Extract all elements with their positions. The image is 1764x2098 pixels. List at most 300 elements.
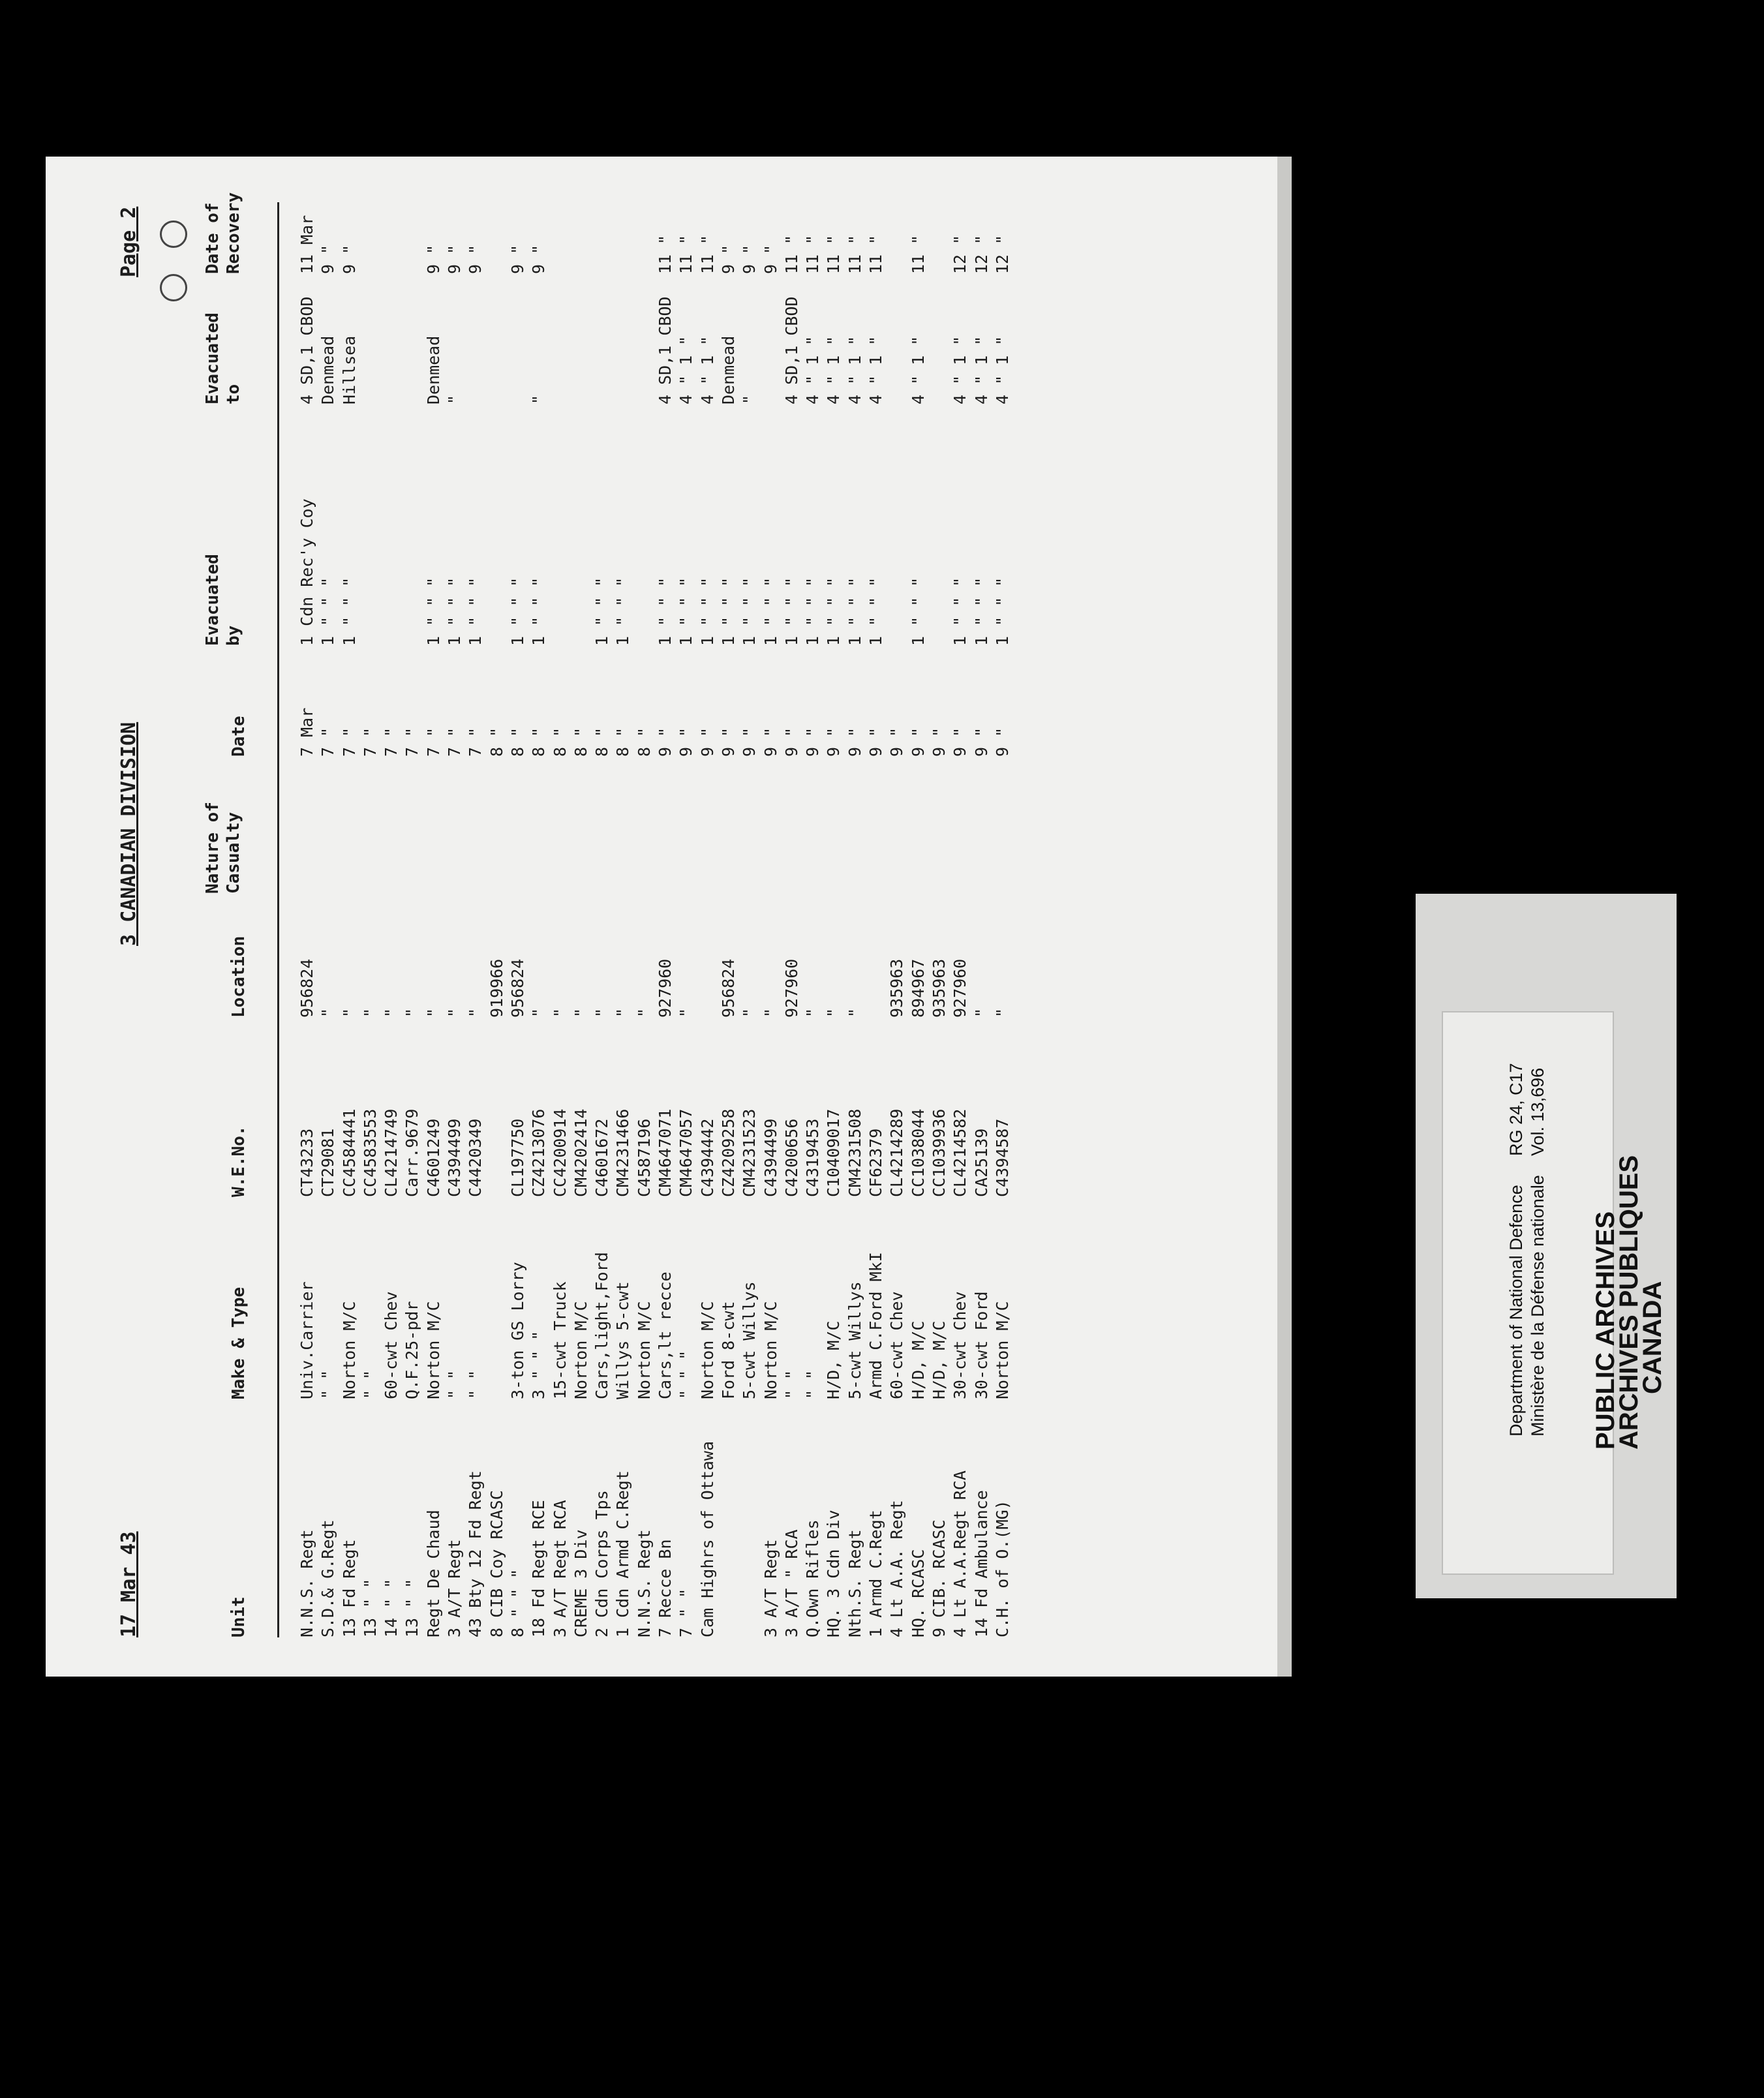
cell-we-no: CM4647057 <box>677 1108 696 1197</box>
cell-evacuated-by: 1 " " " <box>592 577 612 646</box>
cell-evacuated-by: 1 " " " <box>782 577 801 646</box>
cell-evacuated-by: 1 " " " <box>761 577 780 646</box>
cell-date-of-recovery: 9 " <box>445 244 464 274</box>
cell-location: " <box>550 1007 570 1018</box>
volume-number: Vol. 13,696 <box>1528 1067 1547 1156</box>
cell-location: " <box>445 1007 464 1018</box>
table-row <box>550 157 571 1677</box>
table-row <box>676 157 697 1677</box>
cell-make-type: H/D, M/C <box>908 1320 928 1399</box>
table-row <box>697 157 718 1677</box>
cell-date-of-recovery: 11 " <box>824 234 844 274</box>
binder-hole <box>160 220 187 248</box>
table-row <box>318 157 339 1677</box>
cell-evacuated-to: Denmead <box>718 335 738 404</box>
header-we-no: W.E.No. <box>229 1125 249 1197</box>
cell-location: " <box>992 1007 1012 1018</box>
cell-date: 8 " <box>508 727 527 757</box>
cell-evacuated-to: 4 SD,1 CBOD <box>782 296 801 404</box>
cell-evacuated-to: " <box>445 394 464 404</box>
cell-we-no: CC4584441 <box>339 1108 359 1197</box>
header-unit: Unit <box>229 1596 249 1637</box>
cell-make-type: H/D, M/C <box>929 1320 949 1399</box>
cell-we-no: C4394587 <box>992 1118 1012 1197</box>
cell-unit: 13 Fd Regt <box>339 1539 359 1637</box>
cell-make-type: " " <box>318 1369 338 1399</box>
cell-unit: 13 " " <box>403 1578 422 1637</box>
division-title: 3 CANADIAN DIVISION <box>117 722 140 946</box>
department-french: Ministère de la Défense nationale <box>1528 1175 1547 1437</box>
cell-date: 9 " <box>992 727 1012 757</box>
cell-we-no: C4601672 <box>592 1118 612 1197</box>
cell-unit: 2 Cdn Corps Tps <box>592 1490 612 1637</box>
cell-date: 9 " <box>887 727 907 757</box>
label-card <box>1442 1011 1667 1575</box>
cell-we-no: CL4214749 <box>382 1108 401 1197</box>
cell-make-type: " " <box>445 1369 464 1399</box>
cell-date: 7 " <box>445 727 464 757</box>
cell-make-type: Ford 8-cwt <box>718 1301 738 1399</box>
table-row <box>908 157 929 1677</box>
cell-make-type: Univ.Carrier <box>297 1281 316 1399</box>
cell-location: " <box>423 1007 443 1018</box>
cell-we-no: CC1038044 <box>908 1108 928 1197</box>
header-to-line2: to <box>224 384 243 404</box>
cell-unit: 7 Recce Bn <box>656 1539 675 1637</box>
cell-date-of-recovery: 9 " <box>466 244 485 274</box>
cell-date: 8 " <box>571 727 590 757</box>
cell-date: 7 " <box>339 727 359 757</box>
cell-we-no: C4319453 <box>803 1118 823 1197</box>
cell-unit: 7 " " <box>677 1588 696 1637</box>
cell-evacuated-by: 1 " " " <box>803 577 823 646</box>
cell-date: 9 " <box>740 727 759 757</box>
cell-date-of-recovery: 11 " <box>782 234 801 274</box>
cell-make-type: Cars,lt recce <box>656 1271 675 1399</box>
cell-unit: 1 Armd C.Regt <box>866 1510 886 1637</box>
cell-we-no: C4394499 <box>445 1118 464 1197</box>
header-by-line1: Evacuated <box>203 554 222 646</box>
cell-evacuated-to: Denmead <box>423 335 443 404</box>
cell-we-no: CM4231508 <box>845 1108 864 1197</box>
cell-unit: S.D.& G.Regt <box>318 1519 338 1637</box>
header-rule <box>277 202 279 1637</box>
archives-english: PUBLIC ARCHIVES <box>1591 1211 1620 1450</box>
table-row <box>381 157 402 1677</box>
cell-unit: Nth.S. Regt <box>845 1529 864 1637</box>
cell-evacuated-to: 4 " 1 " <box>697 335 717 404</box>
cell-make-type: Norton M/C <box>634 1301 654 1399</box>
cell-make-type: " " <box>466 1369 485 1399</box>
cell-date-of-recovery: 12 " <box>971 234 991 274</box>
cell-date: 7 " <box>403 727 422 757</box>
cell-evacuated-by: 1 " " " <box>613 577 633 646</box>
cell-unit: 8 CIB Coy RCASC <box>487 1490 506 1637</box>
cell-make-type: Norton M/C <box>339 1301 359 1399</box>
header-location: Location <box>229 935 249 1018</box>
cell-evacuated-to: 4 " 1 " <box>803 335 823 404</box>
table-row <box>297 157 318 1677</box>
header-by-line2: by <box>224 625 243 646</box>
cell-date: 9 " <box>803 727 823 757</box>
cell-evacuated-by: 1 " " " <box>677 577 696 646</box>
cell-we-no: CL4214289 <box>887 1108 907 1197</box>
cell-location: " <box>845 1007 864 1018</box>
cell-we-no: CM4647071 <box>656 1108 675 1197</box>
archives-country: CANADA <box>1638 1281 1667 1394</box>
table-row <box>718 157 739 1677</box>
cell-make-type: Cars,light,Ford <box>592 1252 612 1399</box>
cell-unit: 14 Fd Ambulance <box>971 1490 991 1637</box>
table-row <box>971 157 992 1677</box>
cell-date: 8 " <box>613 727 633 757</box>
cell-date-of-recovery: 11 " <box>677 234 696 274</box>
cell-date: 9 " <box>718 727 738 757</box>
cell-make-type: 30-cwt Ford <box>971 1291 991 1399</box>
cell-make-type: Norton M/C <box>423 1301 443 1399</box>
header-rec-line2: Recovery <box>224 192 243 274</box>
header-nature-line1: Nature of <box>203 802 222 894</box>
cell-evacuated-to: 4 " 1 " <box>866 335 886 404</box>
cell-location: " <box>382 1007 401 1018</box>
cell-date: 9 " <box>845 727 864 757</box>
cell-evacuated-by: 1 " " " <box>445 577 464 646</box>
cell-location: " <box>761 1007 780 1018</box>
cell-unit: Q.Own Rifles <box>803 1519 823 1637</box>
header-evacuated-to <box>202 312 244 404</box>
cell-date: 8 " <box>634 727 654 757</box>
cell-date: 9 " <box>697 727 717 757</box>
cell-unit: HQ. RCASC <box>908 1549 928 1637</box>
cell-make-type: 15-cwt Truck <box>550 1281 570 1399</box>
cell-unit: 1 Cdn Armd C.Regt <box>613 1470 633 1637</box>
cell-make-type: 60-cwt Chev <box>887 1291 907 1399</box>
cell-evacuated-to: " <box>529 394 549 404</box>
cell-evacuated-to: 4 SD,1 CBOD <box>656 296 675 404</box>
cell-date: 9 " <box>908 727 928 757</box>
cell-unit: 3 A/T Regt <box>761 1539 780 1637</box>
table-row <box>761 157 782 1677</box>
cell-we-no: C4587196 <box>634 1118 654 1197</box>
table-row <box>487 157 508 1677</box>
cell-we-no: CZ4209258 <box>718 1108 738 1197</box>
cell-make-type: Willys 5-cwt <box>613 1281 633 1399</box>
cell-evacuated-to: 4 " 1 " <box>824 335 844 404</box>
binder-hole <box>160 274 187 301</box>
cell-date: 7 " <box>466 727 485 757</box>
cell-make-type: 5-cwt Willys <box>845 1281 864 1399</box>
cell-date: 9 " <box>971 727 991 757</box>
cell-evacuated-by: 1 " " " <box>318 577 338 646</box>
cell-location: 927960 <box>950 958 970 1018</box>
cell-evacuated-to: 4 " 1 " <box>992 335 1012 404</box>
document-sheet <box>46 157 1292 1677</box>
cell-date: 9 " <box>929 727 949 757</box>
cell-date: 9 " <box>782 727 801 757</box>
label-text <box>1443 1012 1667 1574</box>
cell-we-no: CL197750 <box>508 1118 527 1197</box>
cell-evacuated-by: 1 " " " <box>950 577 970 646</box>
cell-evacuated-by: 1 Cdn Rec'y Coy <box>297 498 316 646</box>
table-row <box>339 157 360 1677</box>
table-row <box>950 157 971 1677</box>
page-number: Page 2 <box>117 206 140 277</box>
typed-report <box>46 157 1292 1677</box>
cell-location: " <box>360 1007 380 1018</box>
table-row <box>845 157 866 1677</box>
cell-location: 919966 <box>487 958 506 1018</box>
cell-make-type: " " <box>360 1369 380 1399</box>
cell-evacuated-to: 4 SD,1 CBOD <box>297 296 316 404</box>
cell-we-no: C4394442 <box>697 1118 717 1197</box>
cell-location: " <box>803 1007 823 1018</box>
cell-date: 7 " <box>318 727 338 757</box>
cell-unit: HQ. 3 Cdn Div <box>824 1510 844 1637</box>
cell-date: 9 " <box>824 727 844 757</box>
table-row <box>802 157 823 1677</box>
cell-unit: 3 A/T " RCA <box>782 1529 801 1637</box>
cell-evacuated-to: 4 " 1 " <box>908 335 928 404</box>
cell-evacuated-by: 1 " " " <box>908 577 928 646</box>
cell-date-of-recovery: 12 " <box>950 234 970 274</box>
table-row <box>992 157 1013 1677</box>
cell-location: 927960 <box>656 958 675 1018</box>
header-date: Date <box>229 716 249 757</box>
cell-unit: 18 Fd Regt RCE <box>529 1500 549 1637</box>
cell-date-of-recovery: 9 " <box>508 244 527 274</box>
cell-date: 9 " <box>677 727 696 757</box>
cell-evacuated-to: 4 " 1 " <box>845 335 864 404</box>
cell-evacuated-by: 1 " " " <box>466 577 485 646</box>
cell-unit: 43 Bty 12 Fd Regt <box>466 1470 485 1637</box>
cell-date-of-recovery: 9 " <box>718 244 738 274</box>
cell-unit: 3 A/T Regt RCA <box>550 1500 570 1637</box>
cell-we-no: CF62379 <box>866 1128 886 1197</box>
cell-evacuated-by: 1 " " " <box>697 577 717 646</box>
table-row <box>613 157 633 1677</box>
cell-location: 927960 <box>782 958 801 1018</box>
cell-date-of-recovery: 11 " <box>656 234 675 274</box>
cell-date-of-recovery: 9 " <box>529 244 549 274</box>
cell-make-type: " " " <box>677 1350 696 1399</box>
cell-location: " <box>613 1007 633 1018</box>
cell-we-no: C4200656 <box>782 1118 801 1197</box>
cell-date: 9 " <box>866 727 886 757</box>
cell-location: 935963 <box>887 958 907 1018</box>
cell-unit: 3 A/T Regt <box>445 1539 464 1637</box>
cell-evacuated-by: 1 " " " <box>656 577 675 646</box>
cell-evacuated-by: 1 " " " <box>992 577 1012 646</box>
cell-date-of-recovery: 9 " <box>740 244 759 274</box>
cell-unit: N.N.S. Regt <box>297 1529 316 1637</box>
cell-we-no: CM4231466 <box>613 1108 633 1197</box>
table-row <box>402 157 423 1677</box>
casualty-table <box>297 157 1013 1677</box>
cell-make-type: Armd C.Ford MkI <box>866 1252 886 1399</box>
report-date: 17 Mar 43 <box>117 1531 140 1637</box>
cell-date: 8 " <box>487 727 506 757</box>
table-row <box>528 157 549 1677</box>
cell-evacuated-to: 4 " 1 " <box>950 335 970 404</box>
cell-evacuated-by: 1 " " " <box>339 577 359 646</box>
cell-date: 9 " <box>761 727 780 757</box>
table-row <box>592 157 613 1677</box>
cell-make-type: " " <box>782 1369 801 1399</box>
cell-make-type: Norton M/C <box>571 1301 590 1399</box>
cell-location: " <box>571 1007 590 1018</box>
cell-date-of-recovery: 9 " <box>423 244 443 274</box>
cell-date: 8 " <box>550 727 570 757</box>
cell-evacuated-by: 1 " " " <box>866 577 886 646</box>
cell-evacuated-by: 1 " " " <box>740 577 759 646</box>
cell-evacuated-by: 1 " " " <box>824 577 844 646</box>
cell-make-type: 5-cwt Willys <box>740 1281 759 1399</box>
cell-unit: CREME 3 Div <box>571 1529 590 1637</box>
cell-evacuated-to: Hillsea <box>339 335 359 404</box>
cell-unit: N.N.S. Regt <box>634 1529 654 1637</box>
cell-date-of-recovery: 11 " <box>803 234 823 274</box>
cell-location: " <box>466 1007 485 1018</box>
table-row <box>634 157 655 1677</box>
header-nature <box>202 802 244 894</box>
cell-unit: Regt De Chaud <box>423 1510 443 1637</box>
cell-make-type: " " <box>803 1369 823 1399</box>
header-evacuated-by <box>202 554 244 646</box>
cell-date: 7 " <box>382 727 401 757</box>
cell-location: 956824 <box>297 958 316 1018</box>
cell-date-of-recovery: 9 " <box>761 244 780 274</box>
cell-we-no: C4394499 <box>761 1118 780 1197</box>
cell-unit: 8 " " " <box>508 1568 527 1637</box>
table-row <box>782 157 802 1677</box>
cell-evacuated-by: 1 " " " <box>845 577 864 646</box>
archives-french: ARCHIVES PUBLIQUES <box>1615 1155 1643 1450</box>
cell-unit: 4 Lt A.A. Regt <box>887 1500 907 1637</box>
cell-make-type: 3 " " " <box>529 1330 549 1399</box>
table-row <box>465 157 486 1677</box>
cell-location: " <box>403 1007 422 1018</box>
cell-date-of-recovery: 11 " <box>908 234 928 274</box>
department-english: Department of National Defence <box>1506 1185 1526 1437</box>
record-group: RG 24, C17 <box>1506 1063 1526 1156</box>
table-row <box>360 157 381 1677</box>
cell-we-no: CM4231523 <box>740 1108 759 1197</box>
cell-unit: 9 CIB. RCASC <box>929 1519 949 1637</box>
cell-date: 7 " <box>423 727 443 757</box>
cell-make-type: Norton M/C <box>992 1301 1012 1399</box>
cell-evacuated-to: 4 " 1 " <box>971 335 991 404</box>
cell-date: 9 " <box>656 727 675 757</box>
cell-unit: 13 " " <box>360 1578 380 1637</box>
header-rec-line1: Date of <box>203 202 222 274</box>
archive-label <box>1416 894 1677 1598</box>
cell-date-of-recovery: 9 " <box>339 244 359 274</box>
cell-evacuated-by: 1 " " " <box>508 577 527 646</box>
cell-location: " <box>740 1007 759 1018</box>
cell-location: 956824 <box>718 958 738 1018</box>
cell-location: " <box>318 1007 338 1018</box>
cell-we-no: CC1039936 <box>929 1108 949 1197</box>
cell-unit: C.H. of O.(MG) <box>992 1500 1012 1637</box>
cell-location: " <box>677 1007 696 1018</box>
cell-evacuated-to: Denmead <box>318 335 338 404</box>
cell-make-type: 30-cwt Chev <box>950 1291 970 1399</box>
cell-we-no: C10409017 <box>824 1108 844 1197</box>
cell-location: " <box>529 1007 549 1018</box>
header-nature-line2: Casualty <box>224 812 243 894</box>
cell-we-no: CT29081 <box>318 1128 338 1197</box>
cell-we-no: CT43233 <box>297 1128 316 1197</box>
cell-we-no: C4601249 <box>423 1118 443 1197</box>
cell-we-no: CL4214582 <box>950 1108 970 1197</box>
column-headers <box>202 157 274 1677</box>
cell-date-of-recovery: 11 " <box>866 234 886 274</box>
table-row <box>823 157 844 1677</box>
cell-evacuated-to: 4 " 1 " <box>677 335 696 404</box>
cell-unit: 14 " " <box>382 1578 401 1637</box>
cell-we-no: CC4200914 <box>550 1108 570 1197</box>
cell-evacuated-to: " <box>740 394 759 404</box>
cell-location: " <box>634 1007 654 1018</box>
cell-unit: Cam Highrs of Ottawa <box>697 1440 717 1637</box>
cell-location: 935963 <box>929 958 949 1018</box>
table-row <box>866 157 887 1677</box>
cell-unit: 4 Lt A.A.Regt RCA <box>950 1470 970 1637</box>
table-row <box>444 157 465 1677</box>
cell-date-of-recovery: 11 " <box>697 234 717 274</box>
table-row <box>571 157 592 1677</box>
cell-make-type: Norton M/C <box>697 1301 717 1399</box>
cell-we-no: CM4202414 <box>571 1108 590 1197</box>
cell-date: 8 " <box>592 727 612 757</box>
cell-date: 7 Mar <box>297 707 316 757</box>
cell-location: 894967 <box>908 958 928 1018</box>
table-row <box>508 157 528 1677</box>
cell-date: 8 " <box>529 727 549 757</box>
cell-we-no: Carr.9679 <box>403 1108 422 1197</box>
cell-evacuated-by: 1 " " " <box>423 577 443 646</box>
table-row <box>739 157 760 1677</box>
table-row <box>929 157 950 1677</box>
table-row <box>655 157 676 1677</box>
cell-date-of-recovery: 11 " <box>845 234 864 274</box>
cell-evacuated-by: 1 " " " <box>718 577 738 646</box>
cell-make-type: Q.F.25-pdr <box>403 1301 422 1399</box>
cell-date-of-recovery: 12 " <box>992 234 1012 274</box>
cell-location: " <box>824 1007 844 1018</box>
header-date-of-recovery <box>202 192 244 274</box>
cell-evacuated-by: 1 " " " <box>529 577 549 646</box>
cell-location: " <box>592 1007 612 1018</box>
table-row <box>423 157 444 1677</box>
cell-we-no: CA25139 <box>971 1128 991 1197</box>
cell-make-type: Norton M/C <box>761 1301 780 1399</box>
header-to-line1: Evacuated <box>203 312 222 404</box>
cell-date-of-recovery: 11 Mar <box>297 215 316 274</box>
header-make-type: Make & Type <box>229 1286 249 1399</box>
cell-evacuated-by: 1 " " " <box>971 577 991 646</box>
cell-we-no: C4420349 <box>466 1118 485 1197</box>
table-row <box>887 157 907 1677</box>
cell-location: " <box>971 1007 991 1018</box>
cell-make-type: 3-ton GS Lorry <box>508 1262 527 1399</box>
cell-date: 7 " <box>360 727 380 757</box>
cell-make-type: 60-cwt Chev <box>382 1291 401 1399</box>
cell-we-no: CZ4213076 <box>529 1108 549 1197</box>
cell-location: 956824 <box>508 958 527 1018</box>
cell-location: " <box>339 1007 359 1018</box>
cell-make-type: H/D, M/C <box>824 1320 844 1399</box>
